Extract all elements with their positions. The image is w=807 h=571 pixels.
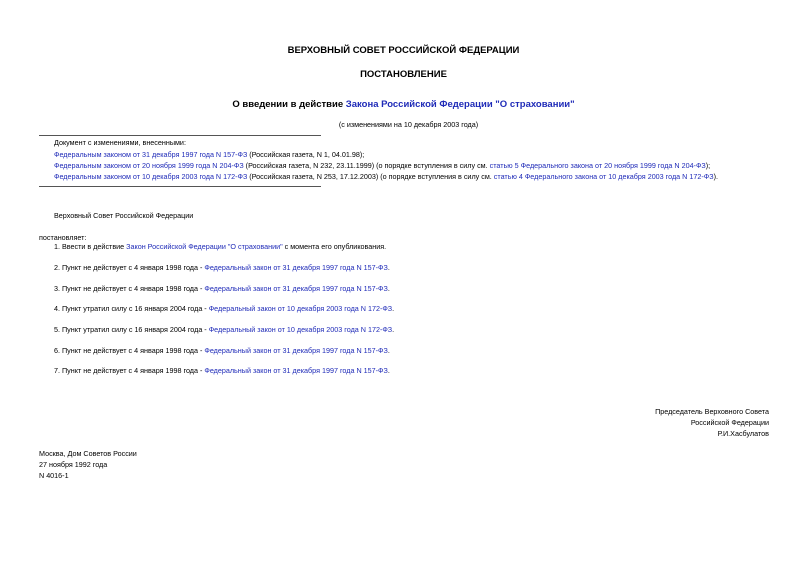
resolution-item — [54, 366, 390, 375]
item-text: 7. Пункт не действует с 4 января 1998 года - — [54, 366, 205, 375]
resolution-item — [54, 304, 394, 313]
change-tail: ); — [705, 161, 711, 170]
item-law-link[interactable]: Закон Российской Федерации "О страховании" — [126, 242, 283, 251]
changes-bottom-rule — [39, 186, 321, 187]
item-text: 6. Пункт не действует с 4 января 1998 года - — [54, 346, 205, 355]
change-text: (Российская газета, N 1, 04.01.98); — [247, 150, 365, 159]
item-law-link[interactable]: Федеральный закон от 31 декабря 1997 года N 157-ФЗ — [204, 346, 388, 355]
change-law-link[interactable]: Федеральным законом от 20 ноября 1999 года N 204-ФЗ — [54, 161, 244, 170]
item-text: 1. Ввести в действие — [54, 242, 127, 251]
item-text: 4. Пункт утратил силу с 16 января 2004 года - — [54, 304, 209, 313]
item-tail: . — [387, 366, 390, 375]
change-article-link[interactable]: статью 5 Федерального закона от 20 ноября 1999 года N 204-ФЗ — [489, 161, 706, 170]
item-text: 2. Пункт не действует с 4 января 1998 года - — [54, 263, 205, 272]
authority-heading: ВЕРХОВНЫЙ СОВЕТ РОССИЙСКОЙ ФЕДЕРАЦИИ — [287, 45, 520, 56]
changes-intro: Документ с изменениями, внесенными: — [54, 138, 186, 147]
amendments-note: (с изменениями на 10 декабря 2003 года) — [338, 120, 479, 129]
title-law-link[interactable]: Закона Российской Федерации "О страховании" — [345, 99, 575, 110]
item-tail: с момента его опубликования. — [282, 242, 387, 251]
signatory-body: Российской Федерации — [690, 418, 769, 427]
item-law-link[interactable]: Федеральный закон от 31 декабря 1997 года N 157-ФЗ — [204, 263, 388, 272]
item-tail: . — [387, 346, 390, 355]
item-tail: . — [387, 284, 390, 293]
change-item — [54, 172, 718, 181]
change-tail: ). — [713, 172, 718, 181]
place-text: Москва, Дом Советов России — [39, 449, 137, 458]
change-item — [54, 161, 710, 170]
change-law-link[interactable]: Федеральным законом от 10 декабря 2003 года N 172-ФЗ — [54, 172, 248, 181]
signatory-position: Председатель Верховного Совета — [655, 407, 769, 416]
resolution-item — [54, 263, 390, 272]
signatory-name: Р.И.Хасбулатов — [717, 429, 769, 438]
document-title — [0, 99, 807, 110]
title-prefix: О введении в действие — [232, 99, 346, 110]
change-text: (Российская газета, N 253, 17.12.2003) (о порядке вступления в силу см. — [247, 172, 494, 181]
item-tail: . — [392, 325, 395, 334]
item-tail: . — [392, 304, 395, 313]
resolution-item — [54, 346, 390, 355]
resolution-item — [54, 284, 390, 293]
item-law-link[interactable]: Федеральный закон от 31 декабря 1997 года N 157-ФЗ — [204, 366, 388, 375]
change-law-link[interactable]: Федеральным законом от 31 декабря 1997 года N 157-ФЗ — [54, 150, 248, 159]
date-text: 27 ноября 1992 года — [39, 460, 108, 469]
resolution-item — [54, 325, 394, 334]
document-number: N 4016-1 — [39, 471, 69, 480]
change-article-link[interactable]: статью 4 Федерального закона от 10 декабря 2003 года N 172-ФЗ — [493, 172, 714, 181]
resolves-text: постановляет: — [39, 233, 87, 242]
item-law-link[interactable]: Федеральный закон от 10 декабря 2003 года N 172-ФЗ — [208, 325, 393, 334]
issuer-text: Верховный Совет Российской Федерации — [54, 211, 194, 220]
item-text: 3. Пункт не действует с 4 января 1998 года - — [54, 284, 205, 293]
change-text: (Российская газета, N 232, 23.11.1999) (о порядке вступления в силу см. — [243, 161, 490, 170]
item-law-link[interactable]: Федеральный закон от 31 декабря 1997 года N 157-ФЗ — [204, 284, 388, 293]
item-text: 5. Пункт утратил силу с 16 января 2004 года - — [54, 325, 209, 334]
change-item — [54, 150, 364, 159]
item-tail: . — [387, 263, 390, 272]
changes-top-rule — [39, 135, 321, 136]
resolution-item — [54, 242, 386, 251]
document-type-heading: ПОСТАНОВЛЕНИЕ — [360, 69, 447, 80]
item-law-link[interactable]: Федеральный закон от 10 декабря 2003 года N 172-ФЗ — [208, 304, 393, 313]
